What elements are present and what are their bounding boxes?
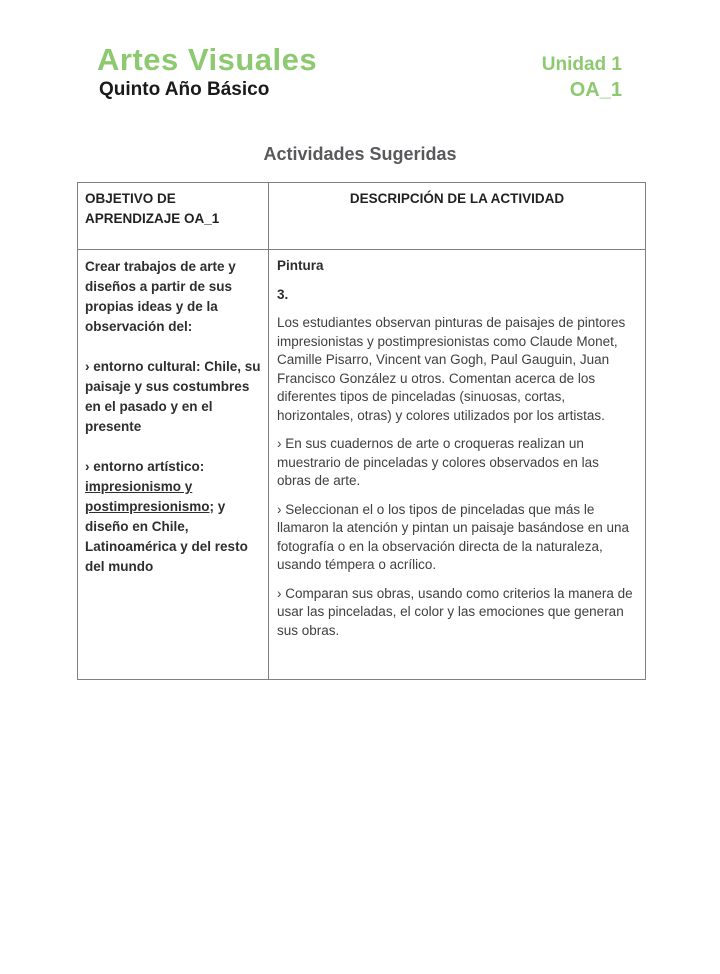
description-column-header: DESCRIPCIÓN DE LA ACTIVIDAD	[269, 183, 646, 250]
objective-bullet-cultural: › entorno cultural: Chile, su paisaje y sus costumbres en el pasado y en el presente	[85, 359, 261, 434]
document-subtitle: Quinto Año Básico	[99, 79, 270, 100]
objective-cell	[78, 250, 269, 680]
activity-table	[77, 182, 646, 680]
unit-block	[542, 42, 622, 103]
activity-paragraph: › Comparan sus obras, usando como criterios la manera de usar las pinceladas, el color y las emociones que generan sus obras.	[277, 585, 633, 638]
unit-label: Unidad 1	[541, 54, 622, 75]
activity-paragraph: › Seleccionan el o los tipos de pinceladas que más le llamaron la atención y pintan un paisaje basándose en una fotografía o en la observación directa de la naturaleza, usando témpera o acrílico.	[277, 501, 630, 572]
description-cell	[269, 250, 646, 680]
activity-paragraph: › En sus cuadernos de arte o croqueras realizan un muestrario de pinceladas y colores observados en las obras de arte.	[277, 436, 599, 488]
objective-bullet-artistic-suffix: ; y diseño en Chile, Latinoamérica y del resto del mundo	[85, 499, 248, 574]
activity-category: Pintura	[277, 258, 324, 273]
table-body-row	[78, 250, 646, 680]
section-title: Actividades Sugeridas	[263, 144, 457, 164]
objective-bullet-artistic-prefix: › entorno artístico:	[85, 459, 205, 474]
page-header	[97, 42, 622, 103]
title-block	[97, 42, 317, 102]
activity-paragraph: Los estudiantes observan pinturas de paisajes de pintores impresionistas y postimpresionistas como Claude Monet, Camille Pisarro, Vincent van Gogh, Paul Gauguin, Juan Francisco González u otros. Comentan acerca de los diferentes tipos de pinceladas (sinuosas, cortas, horizontales, otras) y colores utilizados por los artistas.	[277, 315, 626, 423]
oa-label: OA_1	[569, 79, 622, 101]
document-title: Artes Visuales	[97, 42, 318, 77]
objective-column-header: OBJETIVO DE APRENDIZAJE OA_1	[78, 183, 269, 250]
objective-bullet-artistic	[85, 457, 261, 577]
activity-number: 3.	[277, 286, 289, 302]
objective-intro: Crear trabajos de arte y diseños a partir de sus propias ideas y de la observación del:	[85, 259, 236, 334]
objective-underlined-phrase: impresionismo y postimpresionismo	[85, 479, 210, 514]
table-header-row	[78, 183, 646, 250]
